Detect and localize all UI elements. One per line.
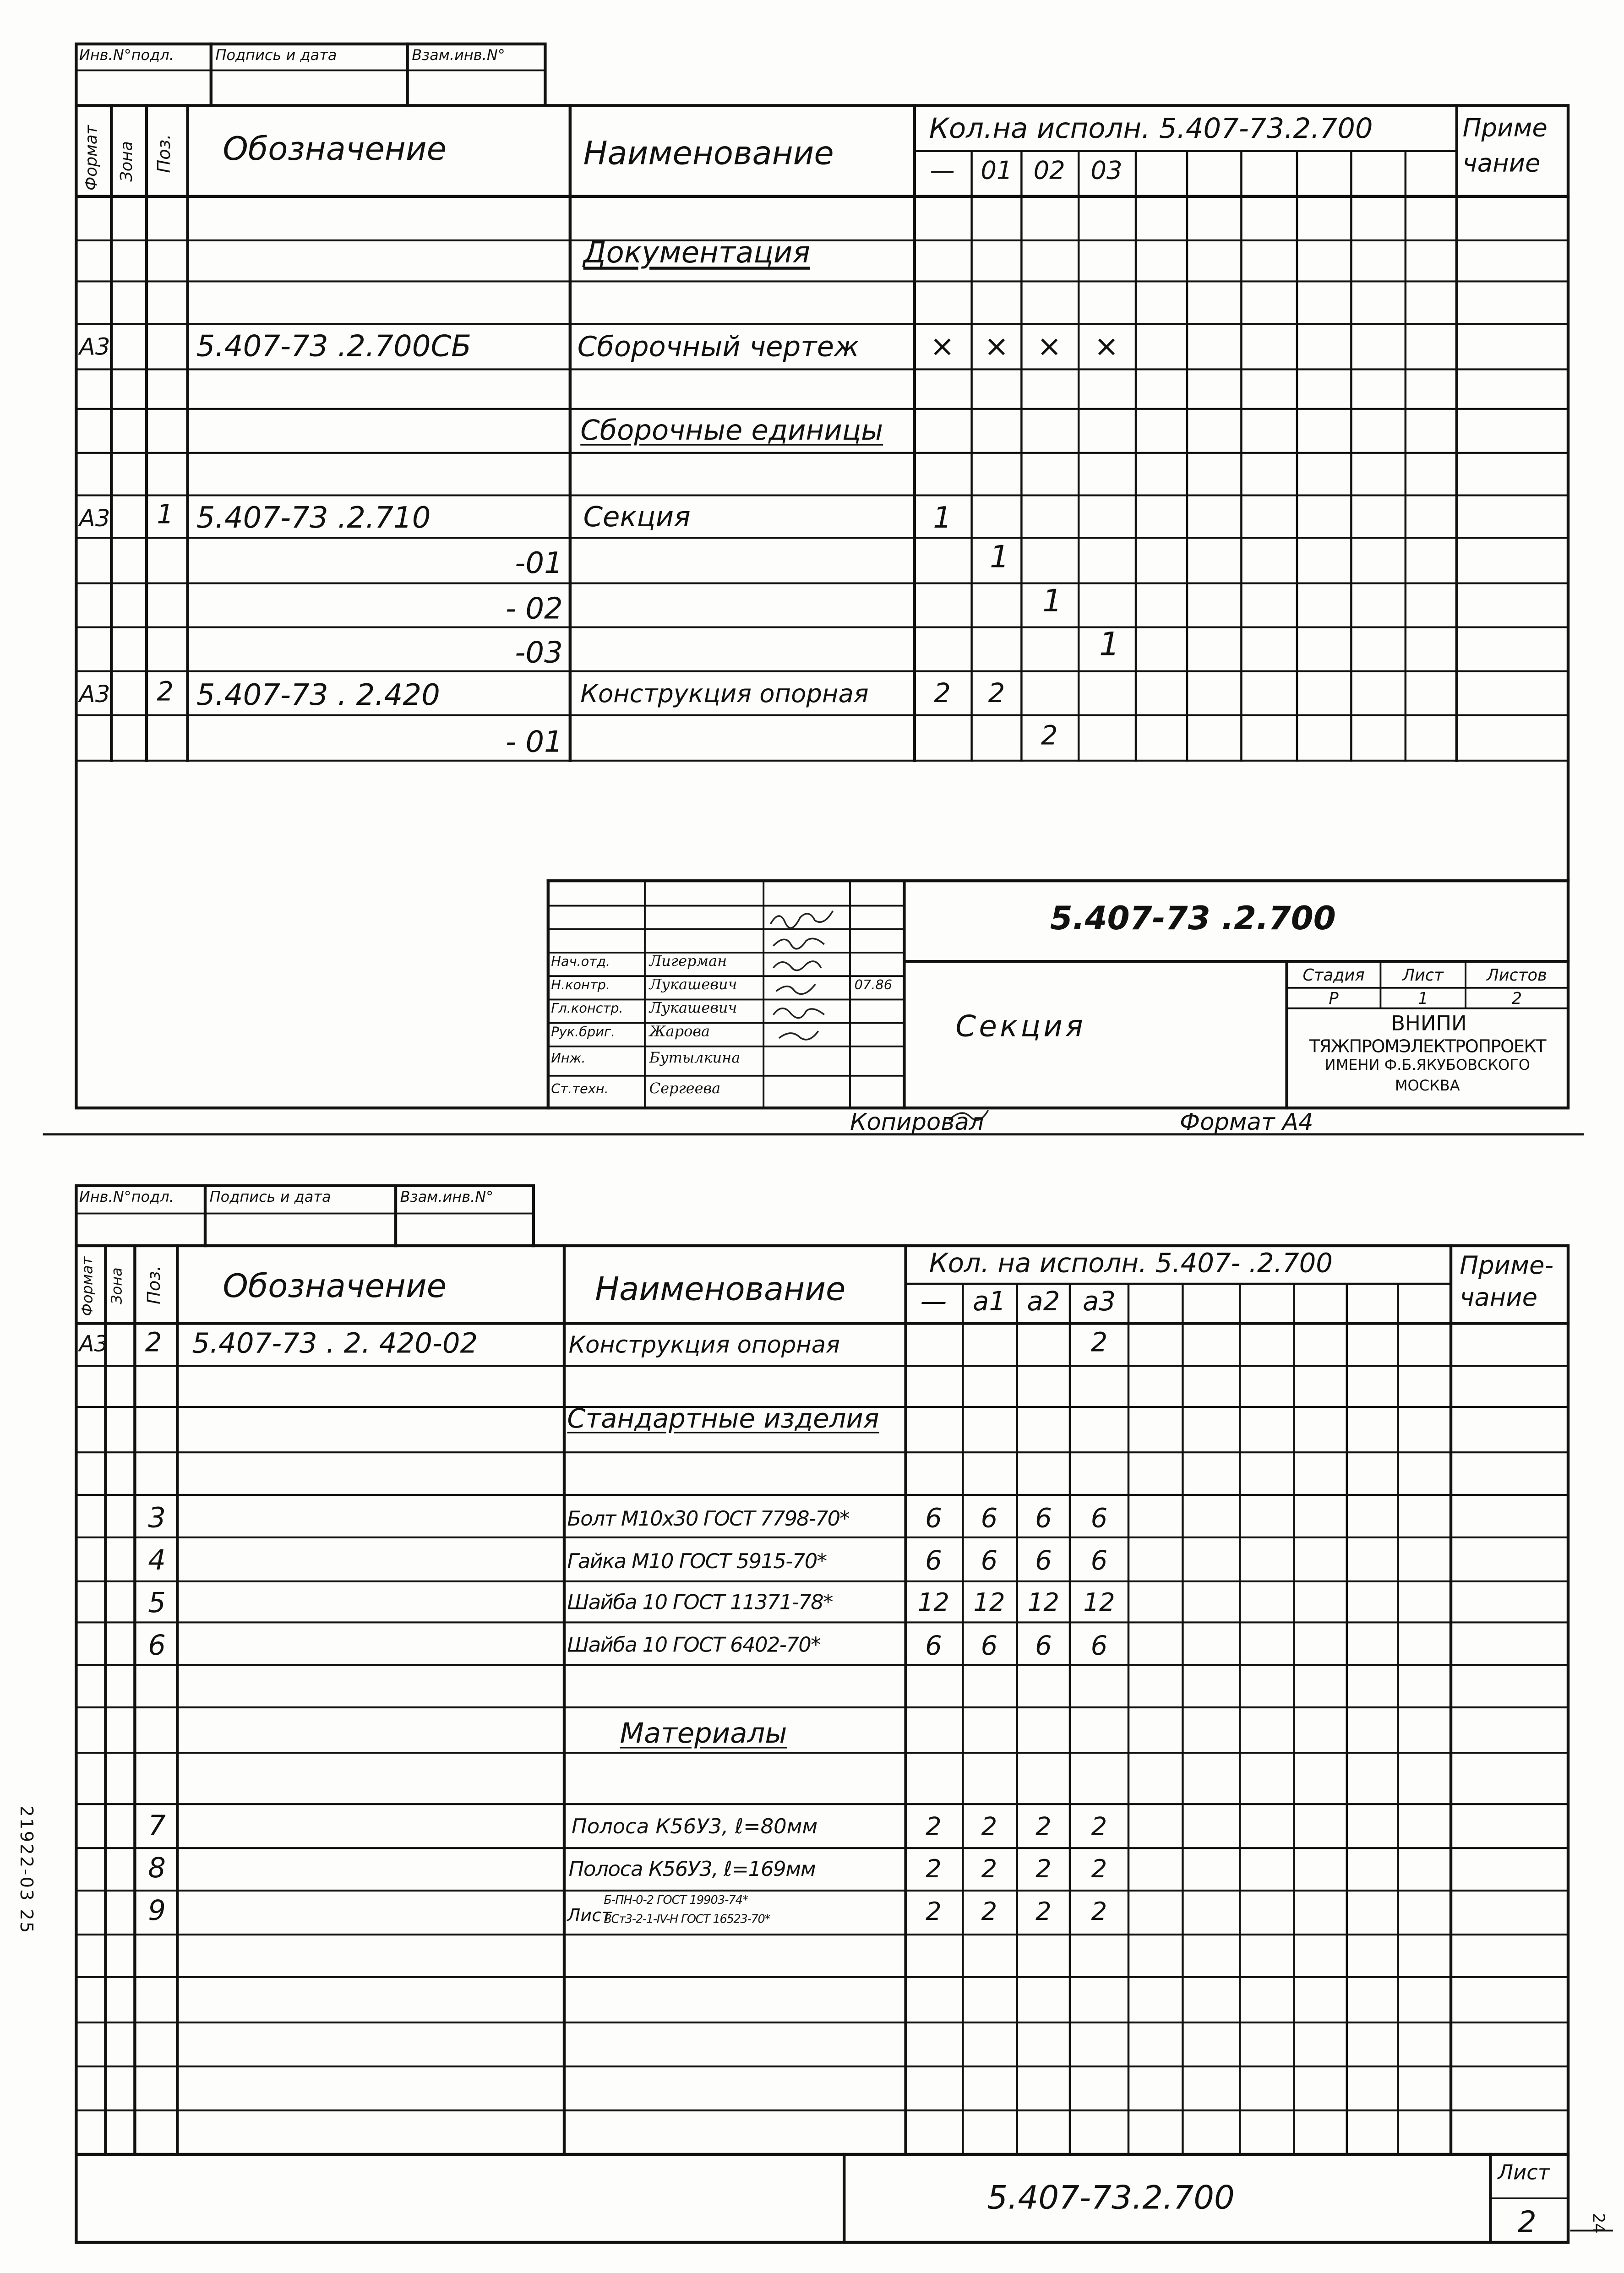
row-naimenovanie: Сборочный чертеж <box>577 331 859 364</box>
role-label: Нач.отд. <box>551 955 610 970</box>
role-label: Н.контр. <box>551 979 610 994</box>
row-naimenovanie: Полоса К56У3, ℓ=169мм <box>568 1858 816 1882</box>
row-poz: 1 <box>157 500 174 531</box>
variant-col-0: — <box>930 157 955 186</box>
header-poz: Поз. <box>143 1265 164 1304</box>
row-poz: 3 <box>148 1502 166 1535</box>
role-name: Лигерман <box>649 954 727 970</box>
header-kol-title: Кол.на исполн. 5.407-73.2.700 <box>929 113 1373 145</box>
row-poz: 9 <box>148 1895 166 1927</box>
qty-cell: 2 <box>1035 1813 1052 1842</box>
role-name: Жарова <box>649 1024 710 1041</box>
role-name: Лукашевич <box>649 1001 737 1017</box>
list-value: 1 <box>1418 989 1428 1008</box>
row-format: А3 <box>79 680 110 708</box>
row-naimenovanie: Болт М10х30 ГОСТ 7798-70* <box>567 1508 849 1532</box>
qty-cell: 12 <box>1027 1588 1060 1618</box>
header-naimenovanie: Наименование <box>595 1272 846 1309</box>
listov-label: Листов <box>1487 965 1547 985</box>
qty-cell: 6 <box>1090 1546 1108 1577</box>
footer-kopiroval: Копировал <box>850 1108 984 1136</box>
title-name: Секция <box>955 1008 1086 1044</box>
qty-cell: 6 <box>981 1504 998 1535</box>
qty-cell: 12 <box>917 1588 950 1618</box>
org-name-1: ВНИПИ <box>1391 1013 1467 1036</box>
stamp-vzam-inv: Взам.инв.N° <box>400 1190 494 1206</box>
qty-cell: 2 <box>1091 1813 1107 1842</box>
qty-cell: 2 <box>1035 1855 1052 1885</box>
row-oboznachenie: 5.407-73 .2.710 <box>196 500 431 535</box>
row-oboznachenie: 5.407-73 . 2.420 <box>196 677 440 713</box>
qty-cell: × <box>1094 328 1119 364</box>
qty-cell: 6 <box>1035 1504 1052 1535</box>
row-naimenovanie: Секция <box>583 501 691 534</box>
title-designation: 5.407-73.2.700 <box>987 2180 1235 2218</box>
qty-cell: 1 <box>1042 583 1062 619</box>
qty-cell: 6 <box>925 1546 942 1577</box>
row-naimenovanie: Шайба 10 ГОСТ 11371-78* <box>567 1592 833 1615</box>
qty-cell: 2 <box>981 1898 997 1927</box>
side-archive-number: 21922-03 25 <box>16 1805 37 1935</box>
qty-cell: 1 <box>990 539 1009 575</box>
qty-cell: 1 <box>1099 627 1120 664</box>
row-naimenovanie: Конструкция опорная <box>568 1330 840 1359</box>
section-title: Сборочные единицы <box>580 414 883 447</box>
variant-col-2: 02 <box>1033 157 1065 186</box>
qty-cell: 2 <box>981 1855 997 1885</box>
section-title: Документация <box>583 234 810 270</box>
qty-cell: 6 <box>925 1504 942 1535</box>
stamp-inv-podl: Инв.N°подл. <box>79 1190 174 1206</box>
qty-cell: 2 <box>981 1813 997 1842</box>
qty-cell: 6 <box>925 1631 942 1662</box>
header-primechanie-1: Приме <box>1462 114 1548 144</box>
row-poz: 5 <box>148 1587 166 1619</box>
role-label: Инж. <box>551 1052 586 1067</box>
row-naimenovanie: Шайба 10 ГОСТ 6402-70* <box>567 1634 820 1658</box>
section-title: Стандартные изделия <box>567 1404 879 1435</box>
row-poz: 4 <box>148 1544 166 1577</box>
row-naimenovanie: Лист <box>567 1905 612 1926</box>
corner-mark: 24 <box>1588 2213 1608 2234</box>
org-name-4: МОСКВА <box>1395 1079 1460 1095</box>
row-poz: 6 <box>148 1630 166 1662</box>
header-naimenovanie: Наименование <box>583 136 834 173</box>
header-poz: Поз. <box>154 134 174 173</box>
header-zona: Зона <box>117 141 136 182</box>
variant-col-2: а2 <box>1027 1286 1060 1318</box>
listov-value: 2 <box>1511 989 1522 1008</box>
list-label: Лист <box>1498 2162 1550 2186</box>
row-poz: 2 <box>157 677 174 708</box>
qty-cell: 6 <box>1035 1546 1052 1577</box>
list-label: Лист <box>1402 965 1444 985</box>
row-naimenovanie-bottom: ВСт3-2-1-IV-Н ГОСТ 16523-70* <box>604 1913 770 1926</box>
variant-col-3: 03 <box>1090 157 1123 186</box>
qty-cell: 12 <box>973 1588 1005 1618</box>
role-label: Гл.констр. <box>551 1002 623 1017</box>
header-zona: Зона <box>110 1267 126 1304</box>
variant-col-3: а3 <box>1083 1286 1116 1318</box>
qty-cell: 6 <box>981 1546 998 1577</box>
stadiya-value: Р <box>1329 989 1339 1008</box>
stamp-inv-podl: Инв.N°подл. <box>79 48 174 65</box>
qty-cell: × <box>930 328 955 364</box>
qty-cell: 2 <box>1091 1855 1107 1885</box>
role-name: Лукашевич <box>649 977 737 994</box>
qty-cell: 2 <box>1090 1328 1108 1359</box>
header-primechanie-1: Приме- <box>1460 1251 1554 1281</box>
qty-cell: 6 <box>981 1631 998 1662</box>
row-poz: 2 <box>145 1328 162 1359</box>
role-name: Бутылкина <box>649 1051 741 1067</box>
qty-cell: 2 <box>1035 1898 1052 1927</box>
header-primechanie-2: чание <box>1462 149 1541 179</box>
row-naimenovanie: Конструкция опорная <box>580 680 869 709</box>
row-format: А3 <box>79 1330 109 1357</box>
row-poz: 7 <box>148 1810 166 1842</box>
qty-cell: 6 <box>1035 1631 1052 1662</box>
row-naimenovanie: Полоса К56У3, ℓ=80мм <box>572 1815 818 1839</box>
header-oboznachenie: Обозначение <box>223 1269 447 1306</box>
row-naimenovanie-top: Б-ПН-0-2 ГОСТ 19903-74* <box>604 1893 748 1907</box>
row-format: А3 <box>79 504 110 532</box>
row-oboznachenie: - 01 <box>505 724 563 759</box>
org-name-2: ТЯЖПРОМЭЛЕКТРОПРОЕКТ <box>1309 1036 1546 1057</box>
org-name-3: ИМЕНИ Ф.Б.ЯКУБОВСКОГО <box>1324 1058 1530 1074</box>
qty-cell: 2 <box>988 678 1005 709</box>
qty-cell: 12 <box>1083 1588 1115 1618</box>
qty-cell: 2 <box>926 1855 942 1885</box>
row-poz: 8 <box>148 1852 166 1885</box>
role-label: Рук.бриг. <box>551 1026 616 1041</box>
row-oboznachenie: -01 <box>515 545 563 581</box>
row-naimenovanie: Гайка М10 ГОСТ 5915-70* <box>567 1550 827 1574</box>
qty-cell: × <box>1037 328 1062 364</box>
qty-cell: 2 <box>1041 721 1058 752</box>
title-designation: 5.407-73 .2.700 <box>1050 901 1336 938</box>
qty-cell: 2 <box>926 1898 942 1927</box>
row-oboznachenie: 5.407-73 . 2. 420-02 <box>192 1328 478 1360</box>
header-primechanie-2: чание <box>1460 1284 1538 1314</box>
variant-col-1: 01 <box>981 157 1013 186</box>
qty-cell: 1 <box>933 500 952 535</box>
header-format: Формат <box>81 1256 97 1316</box>
role-date: 07.86 <box>854 979 893 994</box>
qty-cell: 2 <box>934 678 951 709</box>
qty-cell: × <box>984 328 1009 364</box>
header-kol-title: Кол. на исполн. 5.407- .2.700 <box>929 1248 1333 1280</box>
row-oboznachenie: -03 <box>515 634 563 670</box>
variant-col-1: а1 <box>973 1286 1006 1318</box>
variant-col-0: — <box>920 1286 947 1318</box>
stamp-podpis-data: Подпись и дата <box>215 48 337 65</box>
list-value: 2 <box>1518 2204 1537 2240</box>
row-oboznachenie: 5.407-73 .2.700СБ <box>196 328 472 364</box>
row-format: А3 <box>79 333 110 361</box>
qty-cell: 2 <box>1091 1898 1107 1927</box>
qty-cell: 2 <box>926 1813 942 1842</box>
role-name: Сергеева <box>649 1081 721 1098</box>
header-oboznachenie: Обозначение <box>223 132 447 169</box>
row-oboznachenie: - 02 <box>505 590 563 626</box>
stamp-podpis-data: Подпись и дата <box>209 1190 331 1206</box>
qty-cell: 6 <box>1090 1504 1108 1535</box>
stadiya-label: Стадия <box>1302 965 1365 985</box>
footer-format: Формат А4 <box>1180 1108 1313 1136</box>
role-label: Ст.техн. <box>551 1083 609 1098</box>
section-title: Материалы <box>620 1717 787 1750</box>
stamp-vzam-inv: Взам.инв.N° <box>412 48 505 65</box>
header-format: Формат <box>82 125 101 191</box>
qty-cell: 6 <box>1090 1631 1108 1662</box>
